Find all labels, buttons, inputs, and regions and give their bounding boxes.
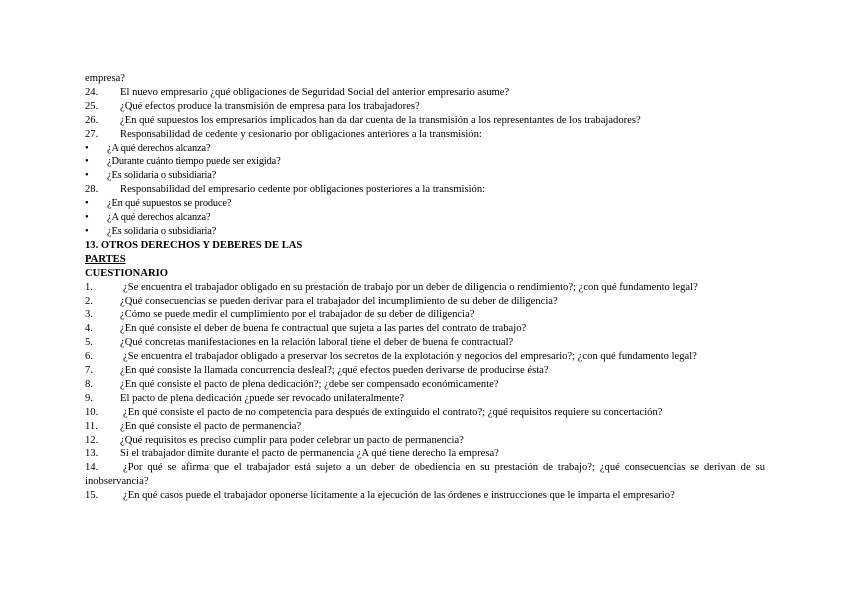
- question-number: 5.: [85, 337, 93, 349]
- section-subtitle: [85, 267, 765, 281]
- bullet-item: [85, 142, 765, 156]
- question-number: 1.: [85, 281, 93, 293]
- question-text: ¿Qué efectos produce la transmisión de empresa para los trabajadores?: [120, 100, 420, 112]
- bullet-text: ¿Es solidaria o subsidiaria?: [107, 170, 217, 182]
- bullet-item: [85, 155, 765, 169]
- question-number: 28.: [85, 184, 99, 196]
- question-text: ¿Cómo se puede medir el cumplimiento por el trabajador de su deber de diligencia?: [120, 309, 475, 321]
- question-number: 26.: [85, 114, 99, 126]
- questionnaire-item: [85, 350, 765, 364]
- question-number: 24.: [85, 86, 99, 98]
- question-text: ¿Por qué se afirma que el trabajador está sujeto a un deber de obediencia en su prestación de trabajo?; ¿qué consecuencias se derivan de su inobservancia?: [85, 462, 765, 488]
- questionnaire-item: [85, 406, 765, 420]
- questionnaire-item: [85, 295, 765, 309]
- questionnaire-item: [85, 461, 765, 489]
- question-text: Responsabilidad del empresario cedente por obligaciones posteriores a la transmisión:: [120, 184, 486, 196]
- bullet-item: [85, 197, 765, 211]
- questionnaire-item: [85, 308, 765, 322]
- bullet-icon: •: [85, 198, 89, 210]
- bullet-icon: •: [85, 156, 89, 168]
- bullet-text: ¿Es solidaria o subsidiaria?: [107, 225, 217, 237]
- questionnaire-item: [85, 489, 765, 503]
- bullet-item: [85, 211, 765, 225]
- questionnaire-item: [85, 434, 765, 448]
- bullet-text: ¿En qué supuestos se produce?: [107, 198, 232, 210]
- questionnaire-item: [85, 364, 765, 378]
- question-number: 14.: [85, 462, 99, 474]
- question-number: 3.: [85, 309, 93, 321]
- question-text: ¿En qué consiste el pacto de plena dedicación?; ¿debe ser compensado económicamente?: [120, 378, 499, 390]
- question-number: 11.: [85, 420, 98, 432]
- question-25: [85, 100, 765, 114]
- bullet-text: ¿A qué derechos alcanza?: [107, 142, 211, 154]
- question-number: 25.: [85, 100, 99, 112]
- questionnaire-item: [85, 378, 765, 392]
- question-number: 2.: [85, 295, 93, 307]
- question-text: ¿Qué consecuencias se pueden derivar para el trabajador del incumplimiento de su deber de diligencia?: [120, 295, 558, 307]
- question-text: ¿En qué consiste el pacto de no competencia para después de extinguido el contrato?; ¿qué requisitos requiere su concertación?: [123, 406, 663, 418]
- bullet-icon: •: [85, 142, 89, 154]
- question-number: 7.: [85, 365, 93, 377]
- question-text: ¿En qué consiste la llamada concurrencia desleal?; ¿qué efectos pueden derivarse de producirse ésta?: [120, 365, 549, 377]
- question-text: ¿Se encuentra el trabajador obligado a preservar los secretos de la explotación y negocios del empresario?; ¿con qué fundamento legal?: [123, 351, 697, 363]
- question-text: ¿Se encuentra el trabajador obligado en su prestación de trabajo por un deber de diligencia o rendimiento?; ¿con qué fundamento legal?: [123, 281, 698, 293]
- section-title-continued: [85, 253, 765, 267]
- section-subtitle-text: CUESTIONARIO: [85, 267, 169, 279]
- question-number: 13.: [85, 448, 99, 460]
- bullet-text: ¿A qué derechos alcanza?: [107, 212, 211, 224]
- question-text: Responsabilidad de cedente y cesionario por obligaciones anteriores a la transmisión:: [120, 128, 482, 140]
- question-28: [85, 183, 765, 197]
- question-number: 12.: [85, 434, 99, 446]
- question-number: 15.: [85, 490, 99, 502]
- questionnaire-item: [85, 420, 765, 434]
- section-title-line2: PARTES: [85, 253, 126, 265]
- question-number: 4.: [85, 323, 93, 335]
- bullet-text: ¿Durante cuánto tiempo puede ser exigida?: [107, 156, 281, 168]
- section-title-line1: 13. OTROS DERECHOS Y DEBERES DE LAS: [85, 239, 303, 251]
- question-number: 10.: [85, 406, 99, 418]
- bullet-icon: •: [85, 212, 89, 224]
- bullet-item: [85, 225, 765, 239]
- question-text: ¿En qué supuestos los empresarios implicados han da dar cuenta de la transmisión a los representantes de los trabajadores?: [120, 114, 641, 126]
- document-page: [85, 72, 765, 503]
- question-text: El pacto de plena dedicación ¿puede ser revocado unilateralmente?: [120, 392, 405, 404]
- question-number: 6.: [85, 351, 93, 363]
- bullet-item: [85, 169, 765, 183]
- question-text: ¿En qué casos puede el trabajador oponerse lícitamente a la ejecución de las órdenes e instrucciones que le imparta el empresario?: [123, 490, 675, 502]
- question-text: ¿Qué concretas manifestaciones en la relación laboral tiene el deber de buena fe contractual?: [120, 337, 514, 349]
- question-text: ¿En qué consiste el pacto de permanencia?: [120, 420, 302, 432]
- carry-over-text: empresa?: [85, 73, 125, 84]
- question-number: 9.: [85, 392, 93, 404]
- questionnaire-item: [85, 447, 765, 461]
- bullet-icon: •: [85, 225, 89, 237]
- question-number: 27.: [85, 128, 99, 140]
- question-27: [85, 128, 765, 142]
- question-text: El nuevo empresario ¿qué obligaciones de Seguridad Social del anterior empresario asume?: [120, 86, 510, 98]
- question-number: 8.: [85, 378, 93, 390]
- question-text: Si el trabajador dimite durante el pacto de permanencia ¿A qué tiene derecho la empresa?: [120, 448, 499, 460]
- bullet-icon: •: [85, 170, 89, 182]
- questionnaire-item: [85, 281, 765, 295]
- carry-over-line: [85, 72, 765, 86]
- question-26: [85, 114, 765, 128]
- questionnaire-item: [85, 392, 765, 406]
- questionnaire-list: [85, 281, 765, 504]
- section-title: [85, 239, 765, 253]
- questionnaire-item: [85, 322, 765, 336]
- question-text: ¿En qué consiste el deber de buena fe contractual que sujeta a las partes del contrato de trabajo?: [120, 323, 527, 335]
- question-24: [85, 86, 765, 100]
- questionnaire-item: [85, 336, 765, 350]
- question-text: ¿Qué requisitos es preciso cumplir para poder celebrar un pacto de permanencia?: [120, 434, 464, 446]
